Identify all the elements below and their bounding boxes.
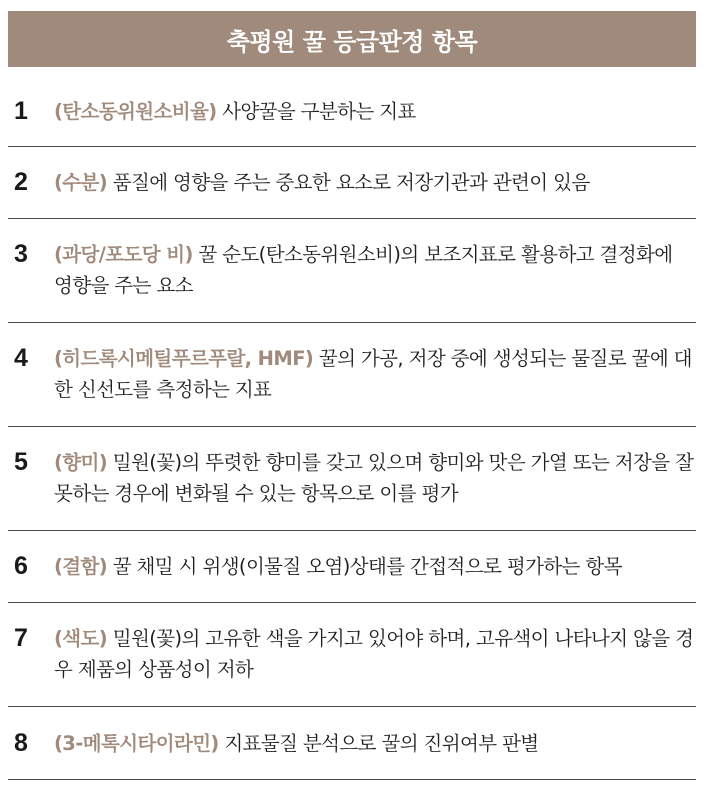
item-text [54, 551, 696, 582]
list-item [8, 323, 696, 427]
item-description: 사양꿀을 구분하는 지표 [222, 100, 416, 123]
item-description: 꿀 채밀 시 위생(이물질 오염)상태를 간접적으로 평가하는 항목 [112, 555, 622, 578]
item-term: (수분) [54, 171, 108, 194]
item-term: (결함) [54, 555, 108, 578]
item-term: (탄소동위원소비율) [54, 100, 217, 123]
item-number: 6 [14, 552, 28, 580]
list-item [8, 78, 696, 147]
item-term: (과당/포도당 비) [54, 243, 193, 266]
item-number: 3 [14, 240, 28, 268]
item-description: 지표물질 분석으로 꿀의 진위여부 판별 [224, 732, 539, 755]
item-number: 4 [14, 344, 28, 372]
item-number: 5 [14, 448, 28, 476]
item-text [54, 167, 696, 198]
list-item [8, 531, 696, 603]
item-text [54, 728, 696, 759]
item-text [54, 239, 696, 301]
item-number: 1 [14, 97, 28, 125]
list-item [8, 219, 696, 323]
item-description: 밀원(꽃)의 뚜렷한 향미를 갖고 있으며 향미와 맛은 가열 또는 저장을 잘못하는 경우에 변화될 수 있는 항목으로 이를 평가 [54, 451, 694, 505]
item-text [54, 343, 696, 405]
item-term: (향미) [54, 451, 108, 474]
item-term: (3-메톡시타이라민) [54, 732, 219, 755]
item-number: 7 [14, 624, 28, 652]
item-text [54, 623, 696, 685]
list-item [8, 603, 696, 707]
item-number: 2 [14, 168, 28, 196]
criteria-list [8, 78, 696, 780]
item-description: 꿀의 가공, 저장 중에 생성되는 물질로 꿀에 대한 신선도를 측정하는 지표 [54, 347, 692, 401]
item-description: 밀원(꽃)의 고유한 색을 가지고 있어야 하며, 고유색이 나타나지 않을 경우 제품의 상품성이 저하 [54, 627, 694, 681]
item-description: 품질에 영향을 주는 중요한 요소로 저장기관과 관련이 있음 [112, 171, 590, 194]
list-item [8, 707, 696, 780]
page-title: 축평원 꿀 등급판정 항목 [226, 27, 478, 56]
item-text [54, 447, 696, 509]
table-header [8, 11, 696, 67]
item-number: 8 [14, 729, 28, 757]
list-item [8, 427, 696, 531]
item-term: (색도) [54, 627, 108, 650]
item-term: (히드록시메틸푸르푸랄, HMF) [54, 347, 314, 370]
list-item [8, 147, 696, 219]
item-text [54, 96, 696, 127]
item-description: 꿀 순도(탄소동위원소비)의 보조지표로 활용하고 결정화에 영향을 주는 요소 [54, 243, 673, 297]
